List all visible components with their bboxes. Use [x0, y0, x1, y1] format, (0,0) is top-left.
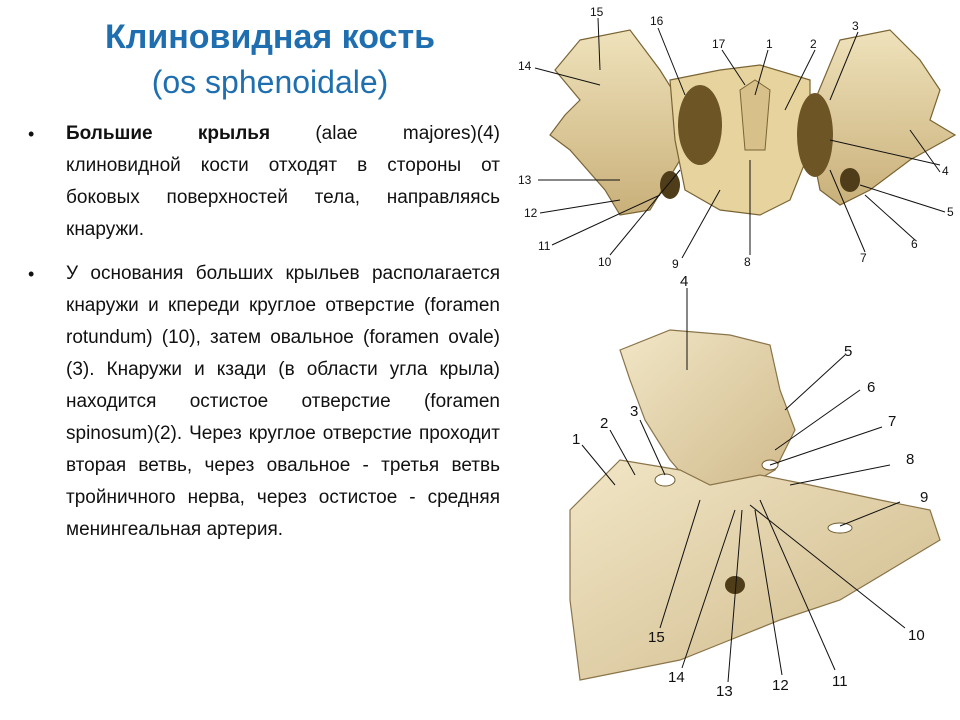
figure-label: 9: [672, 257, 679, 271]
figure-label: 13: [518, 173, 532, 187]
figure-label: 14: [518, 59, 532, 73]
sphenoid-anterior-figure: [510, 0, 960, 280]
bullet-text: У основания больших крыльев располагается кнаружи и кпереди круглое отверстие (foramen rotundum) (10), затем овальное (foramen ovale)(3). Кнаружи и кзади (в области угла крыла) находится остистое отверстие (foramen spinosum)(2). Через круглое отверстие проходит вторая ветвь, через овальное - третья ветвь тройничного нерва, через остистое - средняя менингеальная артерия.: [66, 263, 500, 540]
figure-label: 4: [680, 273, 689, 290]
figure-label: 10: [908, 627, 925, 644]
title-block: [60, 14, 480, 104]
page-subtitle: (os sphenoidale): [151, 64, 389, 100]
figure-label: 15: [648, 629, 665, 646]
figure-label: 1: [766, 37, 773, 51]
figure-label: 3: [852, 19, 859, 33]
bullet-bold-term: Большие крылья: [66, 123, 271, 144]
figure-label: 15: [590, 5, 604, 19]
figure-label: 2: [600, 415, 609, 432]
sphenoid-greater-wing-figure: [560, 270, 960, 720]
figure-label: 12: [772, 677, 789, 694]
figure-label: 14: [668, 669, 685, 686]
figure-label: 11: [832, 673, 848, 690]
figure-label: 1: [572, 431, 581, 448]
bullet-marker: •: [28, 124, 35, 144]
figure-label: 10: [598, 255, 612, 269]
figure-label: 2: [810, 37, 817, 51]
figure-label: 12: [524, 206, 538, 220]
figure-label: 4: [942, 164, 949, 178]
figure-label: 5: [844, 343, 853, 360]
page-title: Клиновидная кость: [104, 18, 436, 56]
bullet-list: [28, 118, 500, 558]
figure-label: 11: [538, 239, 551, 253]
figure-label: 3: [630, 403, 639, 420]
figure-label: 6: [867, 379, 876, 396]
figure-label: 5: [947, 205, 954, 219]
figure-label: 9: [920, 489, 929, 506]
figure-label: 16: [650, 14, 664, 28]
figure-label: 17: [712, 37, 726, 51]
figure-label: 7: [888, 413, 897, 430]
figure-label: 6: [911, 237, 918, 251]
bullet-item-1: [28, 118, 500, 246]
figure-label: 7: [860, 251, 867, 265]
figure-label: 8: [906, 451, 915, 468]
figure-label: 13: [716, 683, 733, 700]
figure-label: 8: [744, 255, 751, 269]
bullet-marker: •: [28, 264, 35, 284]
bullet-text: (alae majores)(4) клиновидной кости отходят в стороны от боковых поверхностей тела, направляясь кнаружи.: [66, 123, 500, 240]
bullet-item-2: [28, 258, 500, 546]
